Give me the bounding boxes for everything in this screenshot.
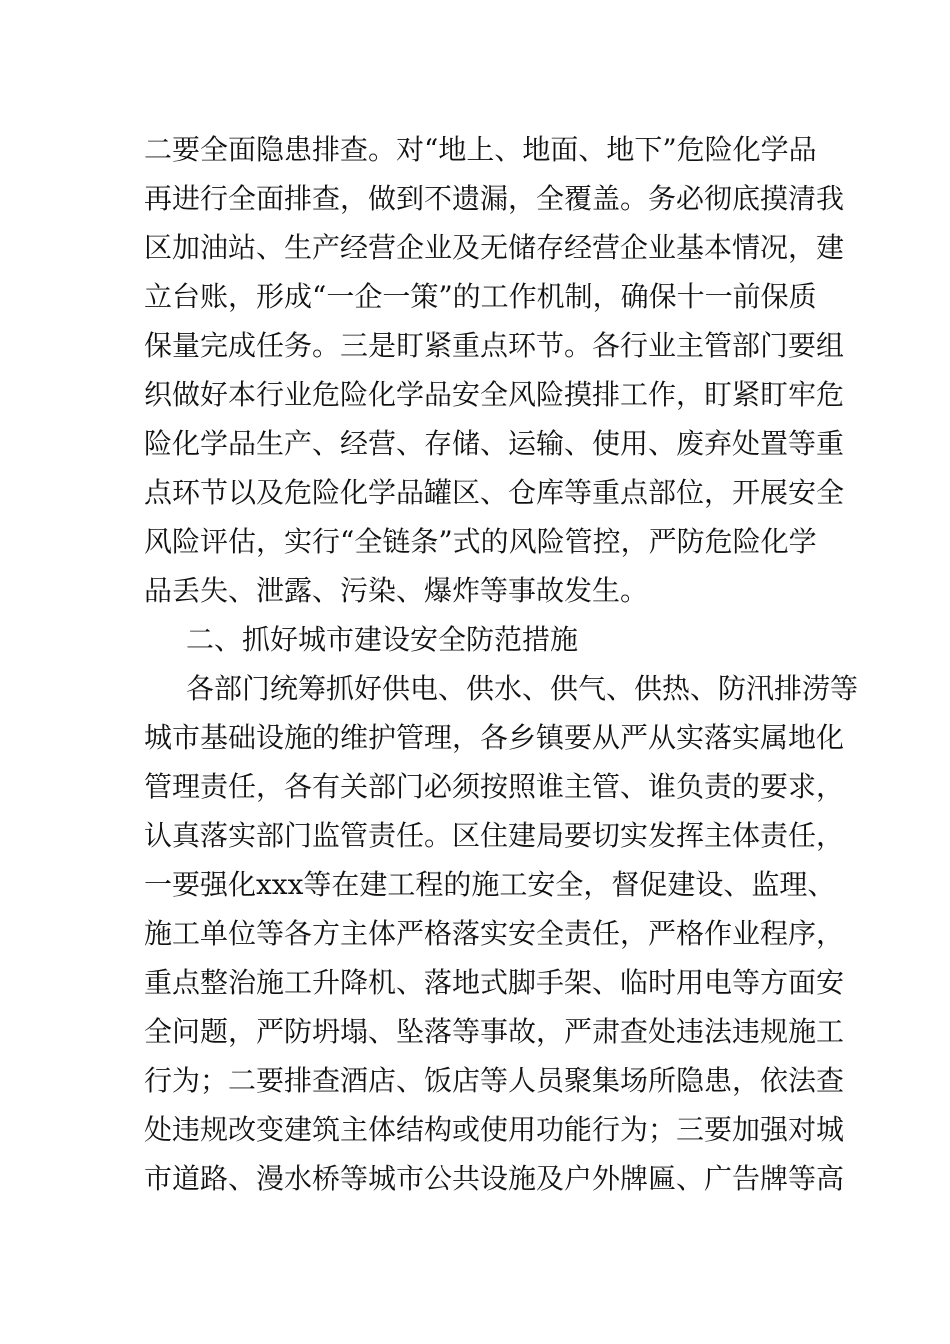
paragraph-line: 行为；二要排查酒店、饭店等人员聚集场所隐患，依法查 bbox=[144, 1064, 845, 1097]
paragraph-line: 二要全面隐患排查。对“地上、地面、地下”危险化学品 bbox=[144, 133, 817, 166]
paragraph-line: 市道路、漫水桥等城市公共设施及户外牌匾、广告牌等高 bbox=[144, 1162, 845, 1195]
paragraph-line: 管理责任，各有关部门必须按照谁主管、谁负责的要求， bbox=[144, 770, 845, 803]
paragraph-line: 区加油站、生产经营企业及无储存经营企业基本情况，建 bbox=[144, 231, 845, 264]
paragraph-line: 处违规改变建筑主体结构或使用功能行为；三要加强对城 bbox=[144, 1113, 845, 1146]
paragraph-line: 重点整治施工升降机、落地式脚手架、临时用电等方面安 bbox=[144, 966, 845, 999]
paragraph-line: 施工单位等各方主体严格落实安全责任，严格作业程序， bbox=[144, 917, 845, 950]
paragraph-line: 一要强化xxx等在建工程的施工安全，督促建设、监理、 bbox=[144, 868, 836, 901]
paragraph-line: 险化学品生产、经营、存储、运输、使用、废弃处置等重 bbox=[144, 427, 845, 460]
paragraph-line: 点环节以及危险化学品罐区、仓库等重点部位，开展安全 bbox=[144, 476, 845, 509]
paragraph-line: 立台账，形成“一企一策”的工作机制，确保十一前保质 bbox=[144, 280, 817, 313]
paragraph-line: 风险评估，实行“全链条”式的风险管控，严防危险化学 bbox=[144, 525, 817, 558]
paragraph-line: 织做好本行业危险化学品安全风险摸排工作，盯紧盯牢危 bbox=[144, 378, 845, 411]
section-heading: 二、抓好城市建设安全防范措施 bbox=[186, 623, 579, 656]
paragraph-line: 认真落实部门监管责任。区住建局要切实发挥主体责任， bbox=[144, 819, 845, 852]
paragraph-line: 保量完成任务。三是盯紧重点环节。各行业主管部门要组 bbox=[144, 329, 845, 362]
paragraph-line: 全问题，严防坍塌、坠落等事故，严肃查处违法违规施工 bbox=[144, 1015, 845, 1048]
paragraph-line: 品丢失、泄露、污染、爆炸等事故发生。 bbox=[144, 574, 649, 607]
paragraph-line: 再进行全面排查，做到不遗漏，全覆盖。务必彻底摸清我 bbox=[144, 182, 845, 215]
paragraph-line: 城市基础设施的维护管理，各乡镇要从严从实落实属地化 bbox=[144, 721, 845, 754]
paragraph-line: 各部门统筹抓好供电、供水、供气、供热、防汛排涝等 bbox=[186, 672, 859, 705]
